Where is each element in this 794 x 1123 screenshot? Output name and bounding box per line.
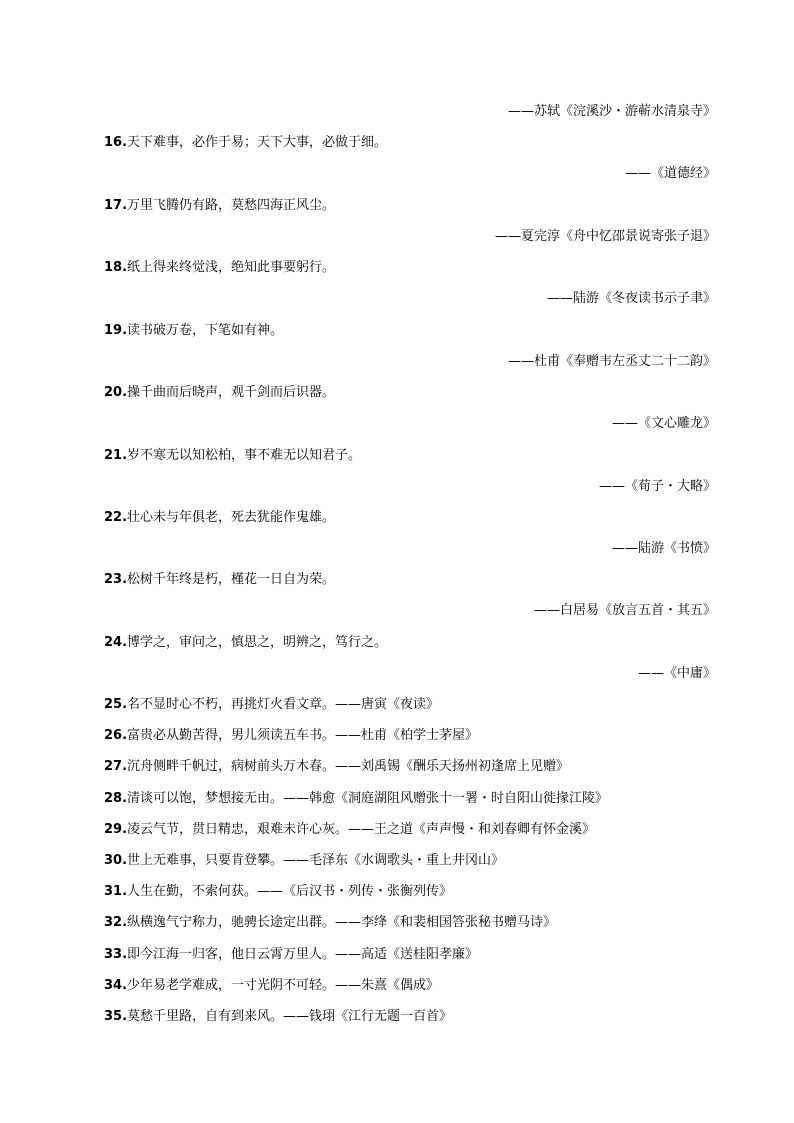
quote-text: 人生在勤，不索何获。——《后汉书・列传・张衡列传》 bbox=[127, 884, 453, 899]
quote-number: 34. bbox=[104, 978, 128, 993]
quote-number: 18. bbox=[104, 260, 128, 275]
quote-number: 22. bbox=[104, 510, 128, 525]
quote-line bbox=[104, 790, 608, 808]
quote-line bbox=[104, 447, 361, 465]
quote-number: 35. bbox=[104, 1009, 128, 1024]
quote-line bbox=[104, 696, 439, 714]
quote-line bbox=[104, 134, 387, 152]
quote-number: 21. bbox=[104, 448, 128, 463]
quote-line bbox=[104, 883, 452, 901]
source-line: ——陆游《书愤》 bbox=[611, 541, 716, 556]
quote-line bbox=[104, 634, 387, 652]
quote-text: 壮心未与年俱老，死去犹能作鬼雄。 bbox=[127, 510, 336, 525]
quote-text: 名不显时心不朽，再挑灯火看文章。——唐寅《夜读》 bbox=[127, 697, 440, 712]
quote-text: 博学之，审问之，慎思之，明辨之，笃行之。 bbox=[127, 635, 388, 650]
source-line: ——《道德经》 bbox=[624, 166, 716, 181]
quote-number: 17. bbox=[104, 198, 128, 213]
quote-number: 20. bbox=[104, 385, 128, 400]
quote-text: 天下难事，必作于易；天下大事，必做于细。 bbox=[127, 135, 388, 150]
quote-line bbox=[104, 571, 335, 589]
source-line: ——陆游《冬夜读书示子聿》 bbox=[546, 291, 716, 306]
quote-line bbox=[104, 852, 504, 870]
quote-text: 少年易老学难成，一寸光阴不可轻。——朱熹《偶成》 bbox=[127, 978, 440, 993]
quote-text: 世上无难事，只要肯登攀。——毛泽东《水调歌头・重上井冈山》 bbox=[127, 853, 505, 868]
source-line: ——夏完淳《舟中忆邵景说寄张子退》 bbox=[494, 229, 716, 244]
quote-number: 24. bbox=[104, 635, 128, 650]
quote-number: 27. bbox=[104, 759, 128, 774]
quote-text: 纸上得来终觉浅，绝知此事要躬行。 bbox=[127, 260, 336, 275]
quote-text: 富贵必从勤苦得，男儿须读五车书。——杜甫《柏学士茅屋》 bbox=[127, 728, 479, 743]
quote-number: 16. bbox=[104, 135, 128, 150]
quote-number: 26. bbox=[104, 728, 128, 743]
quote-number: 28. bbox=[104, 791, 128, 806]
quote-line bbox=[104, 259, 335, 277]
quote-line bbox=[104, 946, 478, 964]
quote-number: 31. bbox=[104, 884, 128, 899]
quote-number: 23. bbox=[104, 572, 128, 587]
quote-text: 清谈可以饱，梦想接无由。——韩愈《洞庭湖阻风赠张十一署・时自阳山徙掾江陵》 bbox=[127, 791, 609, 806]
quote-text: 莫愁千里路，自有到来风。——钱珝《江行无题一百首》 bbox=[127, 1009, 453, 1024]
quote-number: 29. bbox=[104, 822, 128, 837]
quote-line bbox=[104, 197, 335, 215]
quote-line bbox=[104, 1008, 452, 1026]
quote-text: 即今江海一归客，他日云霄万里人。——高适《送桂阳孝廉》 bbox=[127, 947, 479, 962]
quote-line bbox=[104, 758, 569, 776]
source-line: ——苏轼《浣溪沙・游蕲水清泉寺》 bbox=[507, 104, 716, 119]
quote-number: 32. bbox=[104, 915, 128, 930]
quote-text: 凌云气节，贯日精忠，艰难未许心灰。——王之道《声声慢・和刘春卿有怀金溪》 bbox=[127, 822, 596, 837]
quote-text: 纵横逸气宁称力，驰骋长途定出群。——李绛《和裴相国答张秘书赠马诗》 bbox=[127, 915, 557, 930]
quote-line bbox=[104, 977, 439, 995]
quote-text: 操千曲而后晓声，观千剑而后识器。 bbox=[127, 385, 336, 400]
source-line: ——《荀子・大略》 bbox=[598, 479, 716, 494]
quote-text: 沉舟侧畔千帆过，病树前头万木春。——刘禹锡《酬乐天扬州初逢席上见赠》 bbox=[127, 759, 570, 774]
quote-number: 33. bbox=[104, 947, 128, 962]
quote-text: 读书破万卷，下笔如有神。 bbox=[127, 323, 284, 338]
quote-number: 19. bbox=[104, 323, 128, 338]
source-line: ——《中庸》 bbox=[637, 666, 716, 681]
quote-line bbox=[104, 727, 478, 745]
quote-line bbox=[104, 821, 595, 839]
quote-number: 25. bbox=[104, 697, 128, 712]
source-line: ——《文心雕龙》 bbox=[611, 416, 716, 431]
quote-text: 万里飞腾仍有路，莫愁四海正风尘。 bbox=[127, 198, 336, 213]
quote-text: 岁不寒无以知松柏，事不难无以知君子。 bbox=[127, 448, 362, 463]
source-line: ——白居易《放言五首・其五》 bbox=[533, 603, 716, 618]
quote-line bbox=[104, 509, 335, 527]
source-line: ——杜甫《奉赠韦左丞丈二十二韵》 bbox=[507, 354, 716, 369]
quote-text: 松树千年终是朽，槿花一日自为荣。 bbox=[127, 572, 336, 587]
quote-line bbox=[104, 384, 335, 402]
quote-number: 30. bbox=[104, 853, 128, 868]
quote-line bbox=[104, 322, 283, 340]
quote-line bbox=[104, 914, 556, 932]
